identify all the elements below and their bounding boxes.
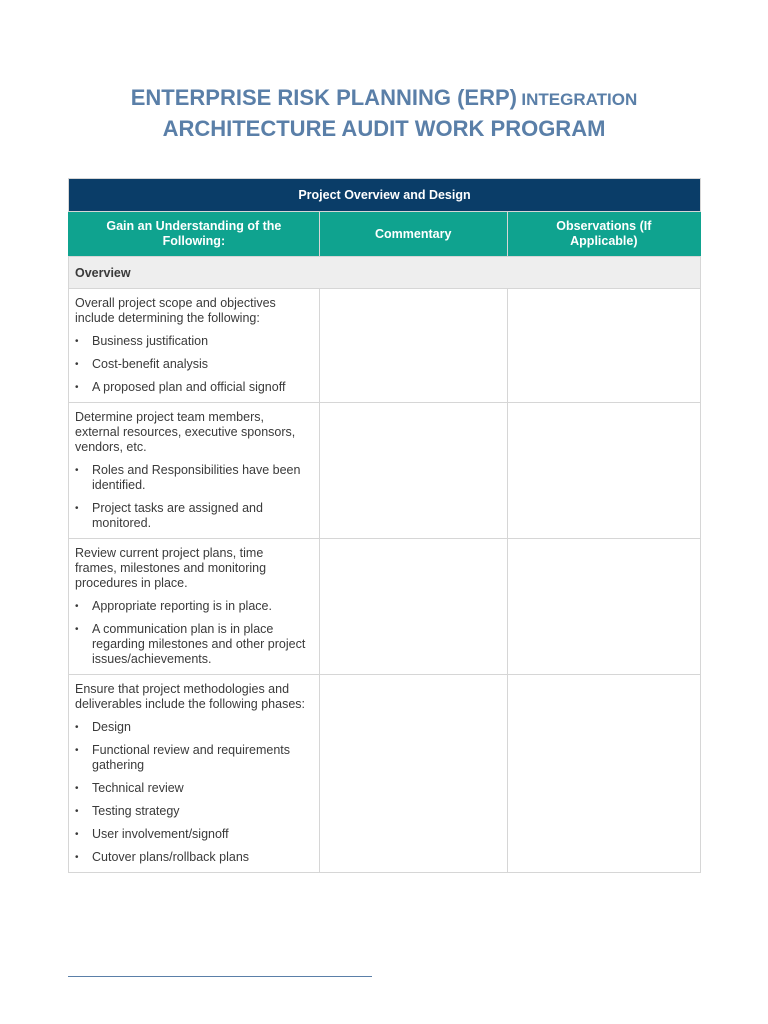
- bullet-item: [75, 599, 307, 614]
- audit-work-program-table: [68, 178, 701, 873]
- bullet-icon: •: [75, 624, 79, 635]
- bullet-list: [75, 334, 307, 395]
- title-line-2: ARCHITECTURE AUDIT WORK PROGRAM: [162, 116, 606, 141]
- bullet-text: Roles and Responsibilities have been identified.: [92, 463, 301, 492]
- bullet-icon: •: [75, 336, 79, 347]
- title-small-text: INTEGRATION: [521, 90, 638, 109]
- title-main-text: ENTERPRISE RISK PLANNING (ERP): [130, 85, 517, 110]
- bullet-icon: •: [75, 503, 79, 514]
- bullet-icon: •: [75, 783, 79, 794]
- bullet-text: Appropriate reporting is in place.: [92, 599, 272, 613]
- table-band-row: [69, 179, 701, 212]
- bullet-icon: •: [75, 829, 79, 840]
- bullet-icon: •: [75, 722, 79, 733]
- bullet-item: [75, 380, 307, 395]
- title-line-1: [0, 84, 768, 115]
- column-header-commentary: Commentary: [319, 212, 507, 257]
- bullet-item: [75, 850, 307, 865]
- bullet-item: [75, 804, 307, 819]
- table-body: [69, 257, 701, 873]
- bullet-text: Testing strategy: [92, 804, 180, 818]
- bullet-text: A communication plan is in place regarding milestones and other project issues/achievements.: [92, 622, 306, 666]
- bullet-icon: •: [75, 852, 79, 863]
- bullet-text: Cutover plans/rollback plans: [92, 850, 250, 864]
- bullet-icon: •: [75, 359, 79, 370]
- understanding-cell: [69, 289, 320, 403]
- bullet-icon: •: [75, 806, 79, 817]
- bullet-item: [75, 781, 307, 796]
- bullet-item: [75, 501, 307, 531]
- table-header-row: [69, 212, 701, 257]
- bullet-list: [75, 720, 307, 865]
- bullet-item: [75, 463, 307, 493]
- understanding-cell: [69, 675, 320, 873]
- bullet-item: [75, 743, 307, 773]
- bullet-text: Project tasks are assigned and monitored.: [92, 501, 263, 530]
- commentary-cell[interactable]: [319, 403, 507, 539]
- bullet-text: Technical review: [92, 781, 184, 795]
- item-intro-text: Determine project team members, external resources, executive sponsors, vendors, etc.: [75, 410, 296, 454]
- item-intro-text: Ensure that project methodologies and deliverables include the following phases:: [75, 682, 306, 711]
- bullet-list: [75, 463, 307, 531]
- footnote-separator: [68, 976, 372, 977]
- item-intro-text: Overall project scope and objectives include determining the following:: [75, 296, 276, 325]
- table-row: [69, 675, 701, 873]
- bullet-text: Functional review and requirements gathering: [92, 743, 291, 772]
- bullet-list: [75, 599, 307, 667]
- commentary-cell[interactable]: [319, 675, 507, 873]
- table-band-title: Project Overview and Design: [69, 179, 701, 212]
- commentary-cell[interactable]: [319, 289, 507, 403]
- bullet-text: User involvement/signoff: [92, 827, 229, 841]
- bullet-item: [75, 827, 307, 842]
- bullet-icon: •: [75, 382, 79, 393]
- observations-cell[interactable]: [507, 289, 700, 403]
- column-header-understanding: Gain an Understanding of the Following:: [69, 212, 320, 257]
- bullet-item: [75, 357, 307, 372]
- column-header-observations: Observations (If Applicable): [507, 212, 700, 257]
- table-row: [69, 289, 701, 403]
- understanding-cell: [69, 539, 320, 675]
- bullet-icon: •: [75, 745, 79, 756]
- table-row: [69, 539, 701, 675]
- bullet-item: [75, 334, 307, 349]
- table-row: [69, 403, 701, 539]
- document-title: [0, 84, 768, 143]
- section-row: [69, 257, 701, 289]
- observations-cell[interactable]: [507, 539, 700, 675]
- bullet-text: Design: [92, 720, 131, 734]
- commentary-cell[interactable]: [319, 539, 507, 675]
- observations-cell[interactable]: [507, 403, 700, 539]
- understanding-cell: [69, 403, 320, 539]
- section-title: Overview: [69, 257, 701, 289]
- bullet-text: A proposed plan and official signoff: [92, 380, 286, 394]
- bullet-icon: •: [75, 465, 79, 476]
- item-intro-text: Review current project plans, time frames, milestones and monitoring procedures in place.: [75, 546, 267, 590]
- bullet-item: [75, 720, 307, 735]
- bullet-icon: •: [75, 601, 79, 612]
- bullet-text: Cost-benefit analysis: [92, 357, 209, 371]
- bullet-item: [75, 622, 307, 667]
- bullet-text: Business justification: [92, 334, 209, 348]
- observations-cell[interactable]: [507, 675, 700, 873]
